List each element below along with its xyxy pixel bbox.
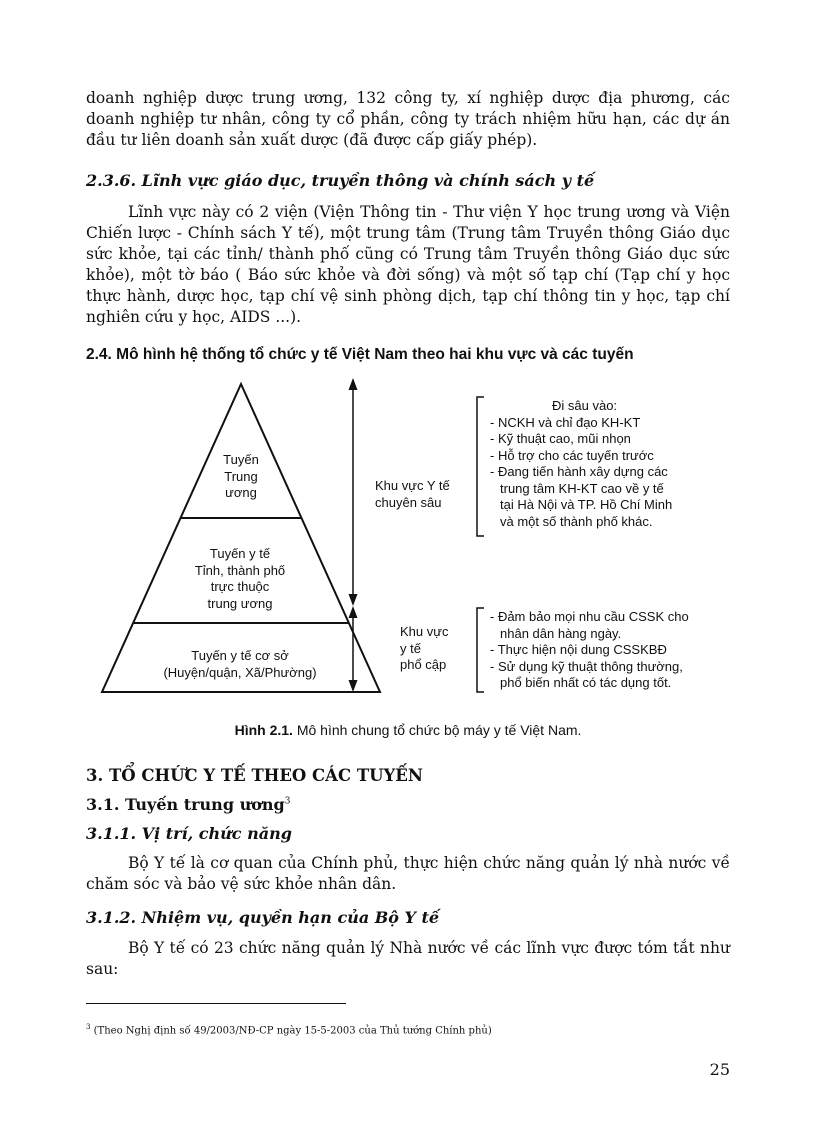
footnote-text: (Theo Nghị định số 49/2003/NĐ-CP ngày 15-5-2003 của Thủ tướng Chính phủ) [90,1025,492,1037]
specialized-list-item: tại Hà Nội và TP. Hồ Chí Minh [500,497,673,512]
basic-list-item: - Đảm bảo mọi nhu cầu CSSK cho [490,609,689,624]
basic-list [490,609,689,692]
section-236-paragraph: Lĩnh vực này có 2 viện (Viện Thông tin - Thư viện Y học trung ương và Viện Chiến lược - Chính sách Y tế), một trung tâm (Trung tâm Truyền thông Giáo dục sức khỏe, tại các tỉnh/ thành phố cũng có Trung tâm Truyền thông Giáo dục sức khỏe), một tờ báo ( Báo sức khỏe và đời sống) và một số tạp chí (Tạp chí y học thực hành, dược học, tạp chí vệ sinh phòng dịch, tạp chí thông tin y học, tạp chí nghiên cứu y học, AIDS ...). [86,203,730,326]
pyramid-middle-line: Tuyến y tế [209,546,271,561]
pyramid-middle-line: Tỉnh, thành phố [194,562,286,578]
basic-list-item: - Sử dụng kỹ thuật thông thường, [490,658,683,674]
pyramid-bottom-label [130,648,350,681]
basic-list-item: nhân dân hàng ngày. [500,625,622,641]
basic-list-item: phổ biến nhất có tác dụng tốt. [500,675,672,690]
section-24-heading: 2.4. Mô hình hệ thống tổ chức y tế Việt Nam theo hai khu vực và các tuyến [86,346,634,363]
specialized-list-item: và một số thành phố khác. [500,513,653,529]
zone-specialized-line: Khu vực Y tế [375,478,450,493]
pyramid-top-line: Trung [224,468,258,484]
basic-list-item: - Thực hiện nội dung CSSKBĐ [490,642,667,657]
pyramid-top-line: ương [225,485,257,500]
specialized-list-item: - Hỗ trợ cho các tuyến trước [490,447,654,463]
figure-caption-text: Mô hình chung tổ chức bộ máy y tế Việt Nam. [292,722,582,738]
page-number: 25 [709,1060,730,1079]
section-311-paragraph: Bộ Y tế là cơ quan của Chính phủ, thực hiện chức năng quản lý nhà nước về chăm sóc và bảo vệ sức khỏe nhân dân. [86,854,730,893]
section-3-heading: 3. TỔ CHỨC Y TẾ THEO CÁC TUYẾN [86,766,423,785]
specialized-list-item: - Kỹ thuật cao, mũi nhọn [490,431,631,446]
specialized-list-title: Đi sâu vào: [552,398,618,413]
specialized-list-item: - Đang tiến hành xây dựng các [490,464,668,479]
pyramid-middle-line: trực thuộc [210,579,270,594]
pyramid-top-line: Tuyến [223,452,259,467]
section-236-heading: 2.3.6. Lĩnh vực giáo dục, truyền thông và chính sách y tế [86,171,595,190]
basic-list-bracket [477,608,484,692]
specialized-list-item: - NCKH và chỉ đạo KH-KT [490,414,641,430]
footnote-marker: 3 [86,1023,91,1031]
section-31-heading [86,795,290,814]
figure-caption-label: Hình 2.1. [234,722,293,738]
zone-basic-line: y tế [400,640,421,656]
pyramid-bottom-line: Tuyến y tế cơ sở [191,648,289,663]
zone-basic-line: Khu vực [400,624,449,639]
zone-basic-line: phổ cập [400,657,447,672]
zone-basic-label [400,624,448,674]
specialized-zone-arrow [349,378,358,606]
zone-specialized-label [375,478,450,511]
intro-paragraph: doanh nghiệp dược trung ương, 132 công ty, xí nghiệp dược địa phương, các doanh nghiệp tư nhân, công ty cổ phần, công ty trách nhiệm hữu hạn, các dự án đầu tư liên doanh sản xuất dược (đã được cấp giấy phép). [86,89,730,149]
specialized-list [490,398,672,530]
footnote-divider [86,1003,346,1004]
pyramid-middle-label [160,546,320,612]
figure-caption [0,722,816,738]
section-312-paragraph: Bộ Y tế có 23 chức năng quản lý Nhà nước về các lĩnh vực được tóm tắt như sau: [86,939,730,978]
pyramid-top-label [196,452,286,502]
pyramid-bottom-line: (Huyện/quận, Xã/Phường) [163,664,317,680]
section-312-heading: 3.1.2. Nhiệm vụ, quyền hạn của Bộ Y tế [86,908,440,927]
pyramid-outline [102,384,380,692]
pyramid-middle-line: trung ương [207,595,273,611]
section-311-heading: 3.1.1. Vị trí, chức năng [86,824,292,843]
specialized-list-item: trung tâm KH-KT cao về y tế [500,480,664,496]
zone-specialized-line: chuyên sâu [375,494,442,510]
specialized-list-bracket [477,397,484,536]
footnote-reference[interactable]: 3 [284,796,291,807]
footnote [86,1023,492,1036]
section-31-heading-text: 3.1. Tuyến trung ương [86,795,285,814]
